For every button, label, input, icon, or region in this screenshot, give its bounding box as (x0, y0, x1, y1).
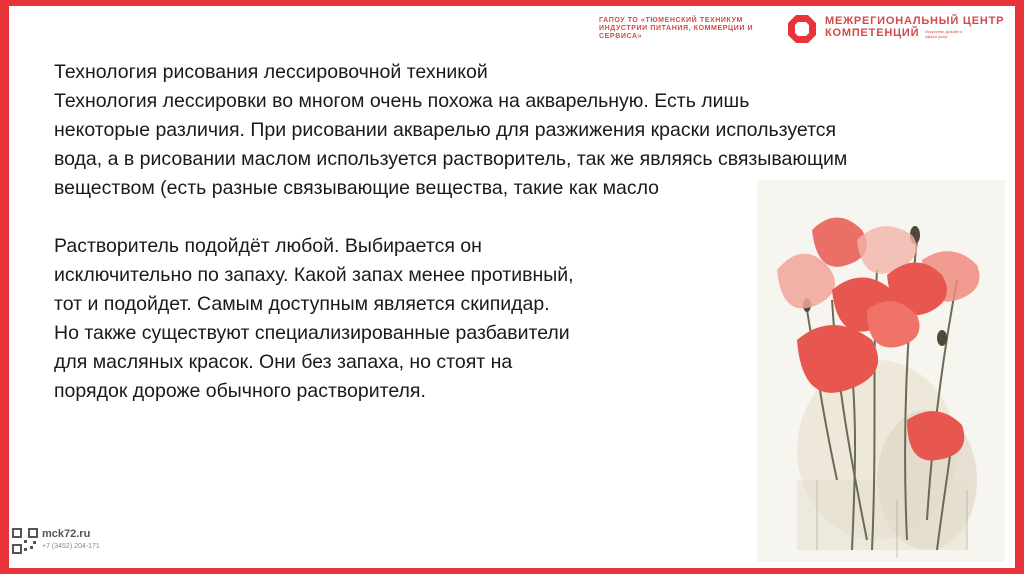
text-line: тот и подойдет. Самым доступным является скипидар. (54, 293, 550, 315)
text-line: вода, а в рисовании маслом используется растворитель, так же являясь связывающим (54, 148, 848, 170)
competence-center-title: МЕЖРЕГИОНАЛЬНЫЙ ЦЕНТР КОМПЕТЕНЦИЙ (825, 15, 1005, 39)
paragraph-solvent (54, 232, 694, 406)
text-line: некоторые различия. При рисовании акварелью для разжижения краски используется (54, 119, 837, 141)
watercolor-poppies-painting (757, 180, 1005, 562)
footer (12, 528, 172, 560)
qr-code-icon (12, 528, 38, 554)
footer-website-link[interactable]: mck72.ru (42, 528, 91, 540)
competence-center-subtitle: Искусство, дизайн и сфера услуг (925, 29, 963, 39)
text-line: Растворитель подойдёт любой. Выбирается он (54, 235, 482, 257)
text-line: для масляных красок. Они без запаха, но стоят на (54, 351, 513, 373)
text-line: исключительно по запаху. Какой запах менее противный, (54, 264, 574, 286)
octagon-logo-icon (787, 14, 817, 44)
footer-phone: +7 (3452) 204-171 (42, 543, 100, 550)
text-line: порядок дороже обычного растворителя. (54, 380, 426, 402)
text-line: Технология лессировки во многом очень похожа на акварельную. Есть лишь (54, 90, 750, 112)
slide-title: Технология рисования лессировочной техникой (54, 61, 488, 83)
text-line: Но также существуют специализированные разбавители (54, 322, 570, 344)
text-line: веществом (есть разные связывающие вещества, такие как масло (54, 177, 660, 199)
header-logos (595, 12, 1005, 52)
org-name: ГАПОУ ТО «ТЮМЕНСКИЙ ТЕХНИКУМ ИНДУСТРИИ ПИТАНИЯ, КОММЕРЦИИ И СЕРВИСА» (599, 17, 754, 40)
